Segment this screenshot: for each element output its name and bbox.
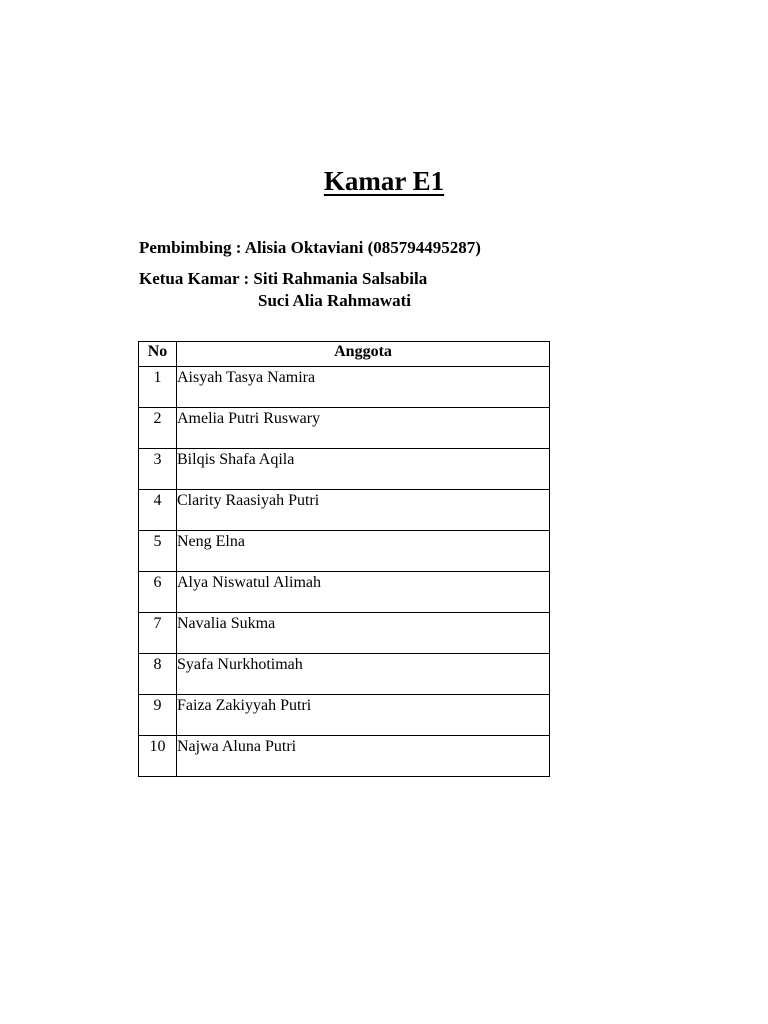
row-number: 1 [139, 367, 177, 408]
row-number: 2 [139, 408, 177, 449]
table-row [139, 531, 550, 572]
table-row [139, 695, 550, 736]
member-name: Faiza Zakiyyah Putri [177, 695, 550, 736]
members-table [138, 341, 550, 777]
member-name: Clarity Raasiyah Putri [177, 490, 550, 531]
row-number: 6 [139, 572, 177, 613]
table-row [139, 367, 550, 408]
table-row [139, 613, 550, 654]
member-name: Amelia Putri Ruswary [177, 408, 550, 449]
member-name: Syafa Nurkhotimah [177, 654, 550, 695]
table-header-row [139, 342, 550, 367]
row-number: 7 [139, 613, 177, 654]
member-name: Aisyah Tasya Namira [177, 367, 550, 408]
page-title-text: Kamar E1 [323, 166, 445, 196]
pembimbing-line: Pembimbing : Alisia Oktaviani (085794495287) [139, 238, 481, 257]
ketua-kamar-line: Ketua Kamar : Siti Rahmania Salsabila [139, 269, 428, 288]
row-number: 10 [139, 736, 177, 777]
header-no: No [139, 342, 177, 367]
member-name: Bilqis Shafa Aqila [177, 449, 550, 490]
table-row [139, 449, 550, 490]
table-row [139, 654, 550, 695]
page-title [0, 164, 768, 198]
row-number: 8 [139, 654, 177, 695]
table-row [139, 572, 550, 613]
table-row [139, 408, 550, 449]
row-number: 4 [139, 490, 177, 531]
table-row [139, 490, 550, 531]
member-name: Neng Elna [177, 531, 550, 572]
row-number: 5 [139, 531, 177, 572]
header-anggota: Anggota [177, 342, 550, 367]
member-name: Najwa Aluna Putri [177, 736, 550, 777]
row-number: 9 [139, 695, 177, 736]
table-row [139, 736, 550, 777]
ketua-kamar-line-2: Suci Alia Rahmawati [258, 291, 412, 310]
member-name: Alya Niswatul Alimah [177, 572, 550, 613]
member-name: Navalia Sukma [177, 613, 550, 654]
row-number: 3 [139, 449, 177, 490]
